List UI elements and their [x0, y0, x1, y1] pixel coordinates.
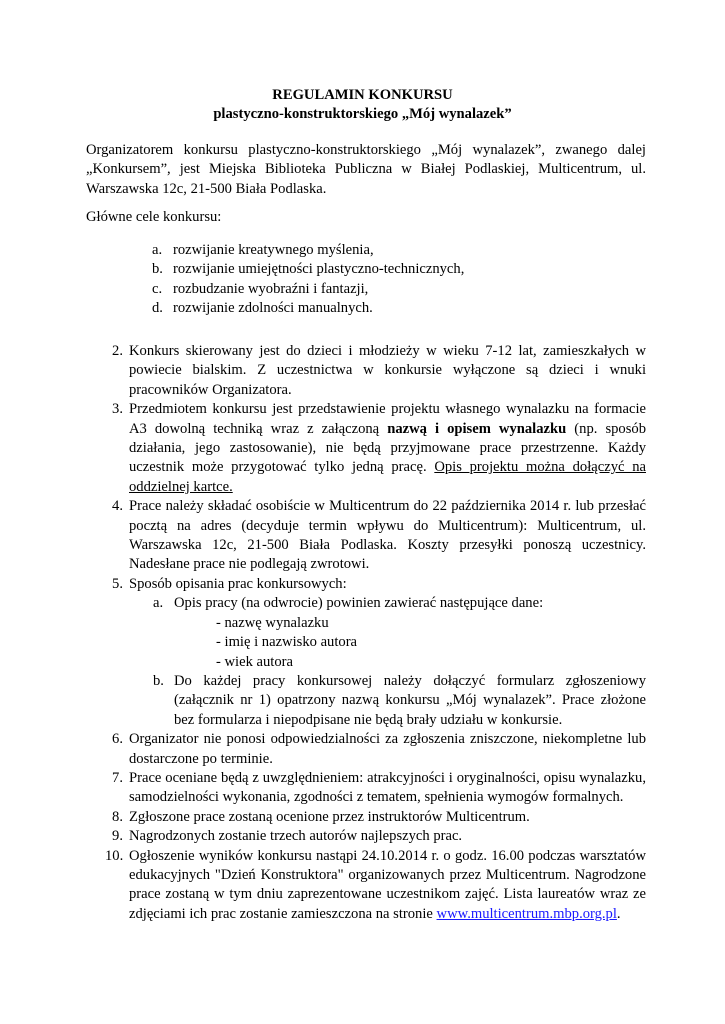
goal-item: [152, 280, 632, 299]
intro-paragraph: Organizatorem konkursu plastyczno-konstruktorskiego „Mój wynalazek”, zwanego dalej „Konkursem”, jest Miejska Biblioteka Publiczna w Białej Podlaskiej, Multicentrum, ul. Warszawska 12c, 21-500 Biała Podlaska.: [86, 142, 646, 197]
goal-text: rozbudzanie wyobraźni i fantazji,: [173, 280, 369, 297]
rule-6: [105, 730, 646, 769]
rule-5-dash-list: [129, 614, 646, 672]
rule-number: 7.: [112, 769, 123, 786]
rule-4: [105, 497, 646, 575]
rule-number: 9.: [112, 828, 123, 845]
sub-text: Opis pracy (na odwrocie) powinien zawierać następujące dane:: [174, 595, 544, 612]
sub-label: a.: [153, 595, 164, 612]
document-title: REGULAMIN KONKURSU: [272, 87, 453, 103]
rule-text: Prace należy składać osobiście w Multicentrum do 22 października 2014 r. lub przesłać pocztą na adres (decyduje termin wpływu do Multicentrum): Multicentrum, ul. Warszawska 12c, 21-500 Biała Podlaska. Koszty przesyłki ponoszą uczestnicy. Nadesłane prace nie podlegają zwrotowi.: [129, 498, 646, 573]
dash-item: - wiek autora: [216, 653, 293, 670]
goal-text: rozwijanie zdolności manualnych.: [173, 300, 373, 317]
rule-text: Prace oceniane będą z uwzględnieniem: atrakcyjności i oryginalności, opisu wynalazku, samodzielności wykonania, zgodności z tematem, spełnienia wymogów formalnych.: [129, 769, 646, 806]
rule-3-part2: (np. sposób działania, jego zastosowanie), nie będą przyjmowane prace przestrzenne. Każdy uczestnik może przygotować tylko jedną pracę.: [129, 420, 647, 476]
rules-list: [105, 342, 646, 924]
rule-text: Organizator nie ponosi odpowiedzialności za zgłoszenia zniszczone, niekompletne lub dostarczone po terminie.: [129, 731, 646, 767]
goal-label: a.: [152, 242, 163, 258]
rule-number: 3.: [112, 401, 123, 418]
rule-2: [105, 342, 646, 400]
rule-8: [105, 808, 646, 827]
rule-3-underlined: Opis projektu można dołączyć na oddzielnej kartce.: [129, 459, 646, 495]
rule-text: Konkurs skierowany jest do dzieci i młodzieży w wieku 7-12 lat, zamieszkałych w powiecie bialskim. Z uczestnictwa w konkursie wyłączone są dzieci i wnuki pracowników Organizatora.: [129, 343, 646, 398]
dash-item: - imię i nazwisko autora: [216, 634, 358, 651]
rule-number: 6.: [112, 731, 123, 748]
rule-text: Zgłoszone prace zostaną ocenione przez instruktorów Multicentrum.: [129, 808, 530, 825]
rule-text: Nagrodzonych zostanie trzech autorów najlepszych prac.: [129, 828, 463, 845]
goal-label: d.: [152, 300, 163, 317]
rule-3-bold: nazwą i opisem wynalazku: [387, 420, 567, 437]
goal-text: rozwijanie kreatywnego myślenia,: [173, 242, 374, 258]
rule-text: [129, 400, 646, 497]
goal-text: rozwijanie umiejętności plastyczno-technicznych,: [173, 261, 465, 278]
rule-number: 2.: [112, 343, 123, 359]
document-subtitle: plastyczno-konstruktorskiego „Mój wynalazek”: [213, 106, 512, 122]
goals-heading: Główne cele konkursu:: [86, 209, 222, 225]
rule-5-sub-a: [129, 594, 646, 613]
rule-number: 8.: [112, 808, 123, 825]
goal-item: [152, 299, 632, 318]
website-link[interactable]: www.multicentrum.mbp.org.pl: [436, 905, 617, 922]
rule-number: 4.: [112, 498, 123, 515]
goal-item: [152, 260, 632, 279]
sub-label: b.: [153, 672, 164, 689]
rule-number: 5.: [112, 575, 123, 592]
rule-text: [129, 847, 646, 925]
goal-label: b.: [152, 261, 163, 278]
rule-number: 10.: [105, 847, 124, 864]
goals-list: [152, 241, 632, 319]
goal-item: [152, 241, 632, 260]
rule-5-sub-b: [129, 672, 646, 730]
rule-9: [105, 827, 646, 846]
rule-10: [105, 847, 646, 925]
rule-3-part1: Przedmiotem konkursu jest przedstawienie projektu własnego wynalazku na formacie A3 dowolną techniką wraz z załączoną: [129, 401, 646, 437]
rule-3: [105, 400, 646, 497]
rule-10-text: Ogłoszenie wyników konkursu nastąpi 24.10.2014 r. o godz. 16.00 podczas warsztatów edukacyjnych "Dzień Konstruktora" organizowanych przez Multicentrum. Nagrodzone prace zostaną w tym dniu zaprezentowane uczestnikom zajęć. Lista laureatów wraz ze zdjęciami ich prac zostanie zamieszczona na stronie: [129, 847, 646, 922]
rule-5: [105, 575, 646, 594]
rule-text: Sposób opisania prac konkursowych:: [129, 575, 347, 592]
rule-7: [105, 769, 646, 808]
sub-text: Do każdej pracy konkursowej należy dołączyć formularz zgłoszeniowy (załącznik nr 1) opatrzony nazwą konkursu „Mój wynalazek”. Prace złożone bez formularza i niepodpisane nie będą brały udziału w konkursie.: [174, 672, 646, 728]
dash-item: - nazwę wynalazku: [216, 614, 329, 631]
rule-10-end: .: [616, 905, 621, 922]
goal-label: c.: [152, 280, 163, 297]
